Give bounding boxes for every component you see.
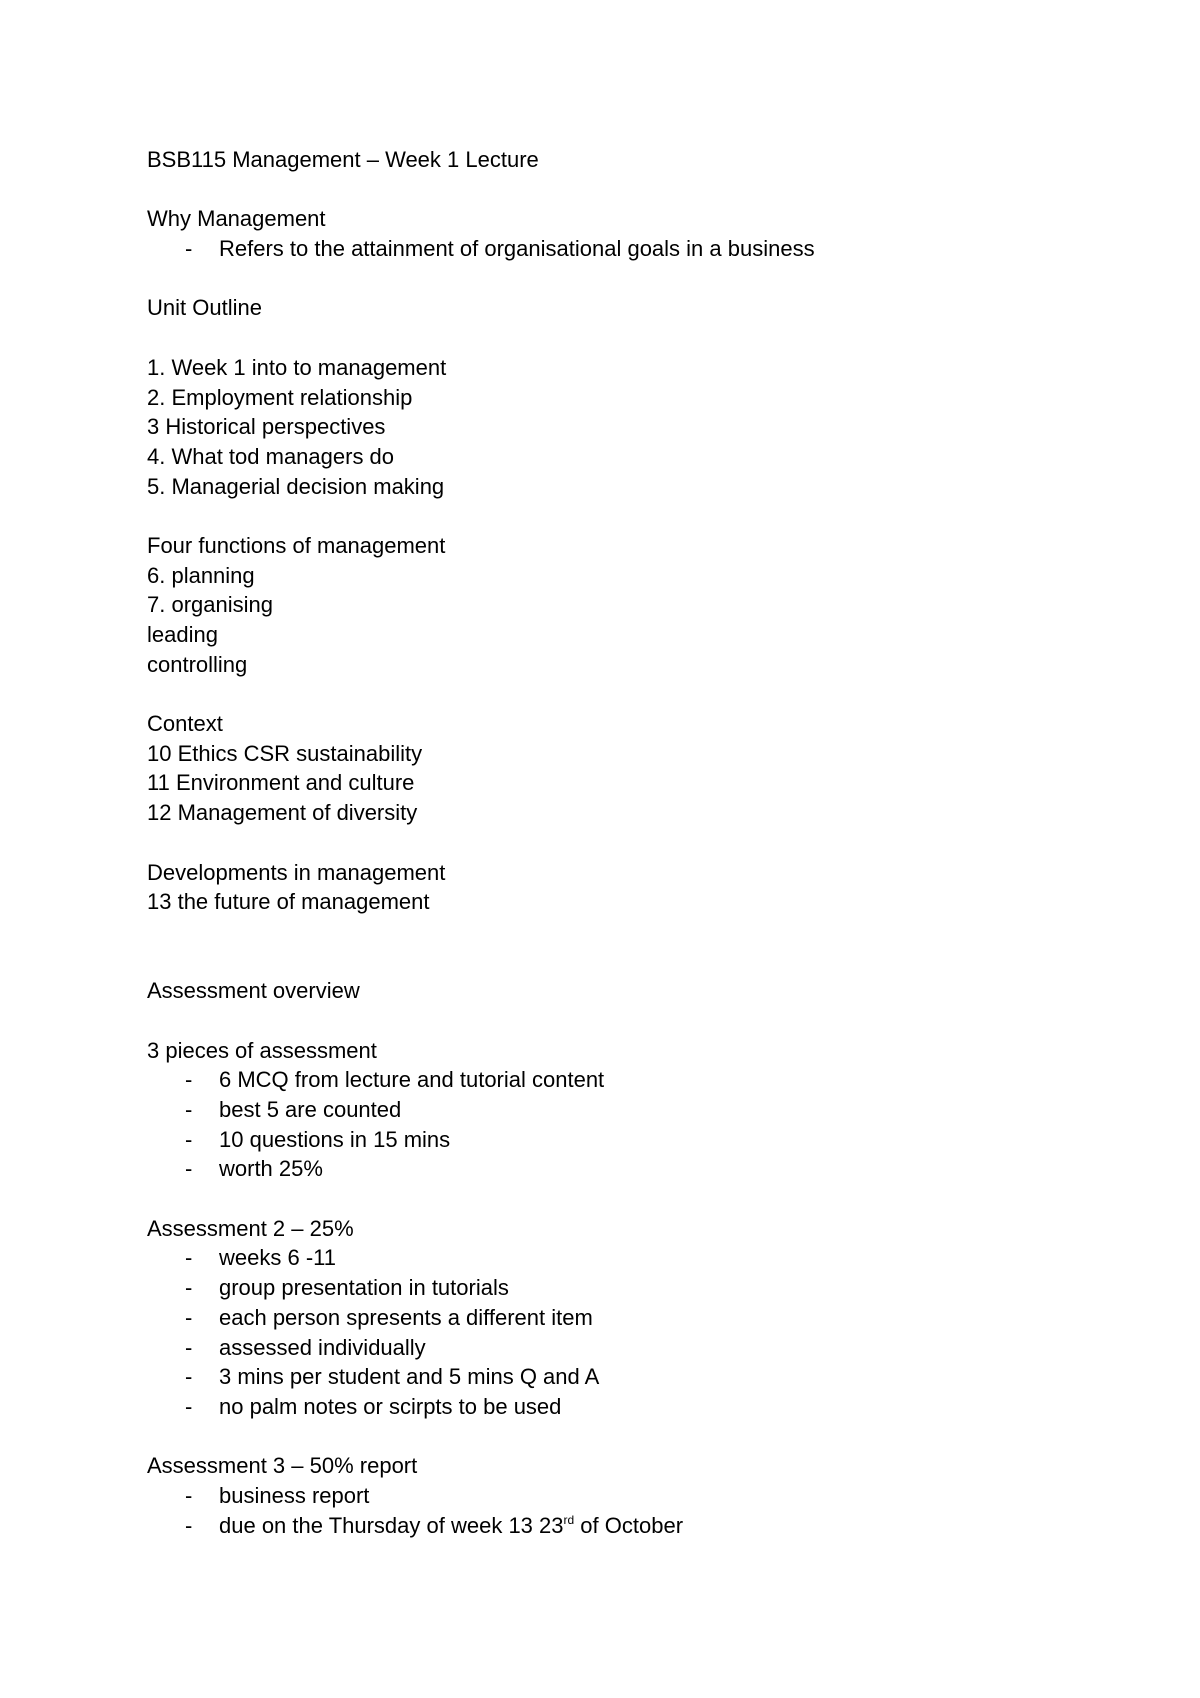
context-item: 11 Environment and culture xyxy=(147,770,415,796)
developments-heading: Developments in management xyxy=(147,859,446,885)
spacer xyxy=(147,917,1107,947)
document-title: BSB115 Management – Week 1 Lecture xyxy=(147,147,539,172)
bullet-dash: - xyxy=(185,1067,193,1093)
bullet-text: Refers to the attainment of organisational goals in a business xyxy=(219,236,815,262)
assessment-2-bullet xyxy=(147,1303,1107,1333)
bullet-dash: - xyxy=(185,236,193,262)
bullet-dash: - xyxy=(185,1482,193,1508)
assessment-3-bullet xyxy=(147,1481,1107,1511)
spacer xyxy=(147,1422,1107,1452)
developments-item: 13 the future of management xyxy=(147,889,430,915)
assessment-overview-heading: Assessment overview xyxy=(147,978,360,1004)
document-body xyxy=(147,145,1107,1540)
assessment-2-bullet xyxy=(147,1243,1107,1273)
bullet-dash: - xyxy=(185,1245,193,1271)
bullet-dash: - xyxy=(185,1126,193,1152)
due-date-prefix: due on the Thursday of week 13 23 xyxy=(219,1512,564,1538)
why-management-heading: Why Management xyxy=(147,206,326,232)
bullet-dash: - xyxy=(185,1097,193,1122)
context-item: 12 Management of diversity xyxy=(147,800,418,826)
assessment-2-bullet xyxy=(147,1362,1107,1392)
bullet-text: weeks 6 -11 xyxy=(219,1245,336,1271)
assessment-1-bullet xyxy=(147,1154,1107,1184)
bullet-text: assessed individually xyxy=(219,1334,426,1360)
spacer xyxy=(147,828,1107,858)
unit-outline-heading: Unit Outline xyxy=(147,295,262,321)
assessment-3-heading: Assessment 3 – 50% report xyxy=(147,1453,418,1479)
assessment-1-bullet xyxy=(147,1125,1107,1155)
spacer xyxy=(147,175,1107,205)
bullet-text: business report xyxy=(219,1482,370,1508)
four-functions-heading: Four functions of management xyxy=(147,532,446,558)
due-date-suffix: of October xyxy=(574,1512,684,1538)
spacer xyxy=(147,679,1107,709)
four-functions-item: 7. organising xyxy=(147,592,273,618)
assessment-2-bullet xyxy=(147,1392,1107,1422)
bullet-text: 10 questions in 15 mins xyxy=(219,1126,451,1152)
due-date-ordinal: rd xyxy=(563,1512,575,1527)
bullet-dash: - xyxy=(185,1512,193,1538)
bullet-dash: - xyxy=(185,1334,193,1360)
bullet-text: worth 25% xyxy=(219,1156,323,1182)
assessment-1-bullet xyxy=(147,1095,1107,1125)
why-management-bullet xyxy=(147,234,1107,264)
unit-outline-item: 4. What tod managers do xyxy=(147,443,395,469)
bullet-dash: - xyxy=(185,1275,193,1301)
bullet-text: best 5 are counted xyxy=(219,1097,402,1122)
assessment-2-heading: Assessment 2 – 25% xyxy=(147,1215,354,1241)
assessment-3-due-bullet xyxy=(147,1511,1107,1541)
assessment-1-bullet xyxy=(147,1065,1107,1095)
bullet-text: 3 mins per student and 5 mins Q and A xyxy=(219,1364,600,1390)
spacer xyxy=(147,1006,1107,1036)
bullet-dash: - xyxy=(185,1393,193,1419)
bullet-text: group presentation in tutorials xyxy=(219,1275,509,1301)
spacer xyxy=(147,1184,1107,1214)
unit-outline-item: 5. Managerial decision making xyxy=(147,473,445,499)
unit-outline-item: 2. Employment relationship xyxy=(147,384,413,410)
unit-outline-item: 1. Week 1 into to management xyxy=(147,354,447,380)
assessment-1-heading: 3 pieces of assessment xyxy=(147,1037,377,1063)
spacer xyxy=(147,264,1107,294)
context-item: 10 Ethics CSR sustainability xyxy=(147,740,423,766)
bullet-text: each person spresents a different item xyxy=(219,1304,593,1330)
bullet-dash: - xyxy=(185,1304,193,1330)
spacer xyxy=(147,501,1107,531)
bullet-text: no palm notes or scirpts to be used xyxy=(219,1393,562,1419)
bullet-dash: - xyxy=(185,1156,193,1182)
assessment-2-bullet xyxy=(147,1333,1107,1363)
assessment-2-bullet xyxy=(147,1273,1107,1303)
four-functions-item: leading xyxy=(147,622,218,647)
four-functions-item: controlling xyxy=(147,651,248,677)
spacer xyxy=(147,323,1107,353)
spacer xyxy=(147,947,1107,977)
four-functions-item: 6. planning xyxy=(147,562,255,588)
unit-outline-item: 3 Historical perspectives xyxy=(147,414,386,440)
bullet-dash: - xyxy=(185,1364,193,1390)
bullet-text: 6 MCQ from lecture and tutorial content xyxy=(219,1067,605,1093)
context-heading: Context xyxy=(147,711,223,737)
